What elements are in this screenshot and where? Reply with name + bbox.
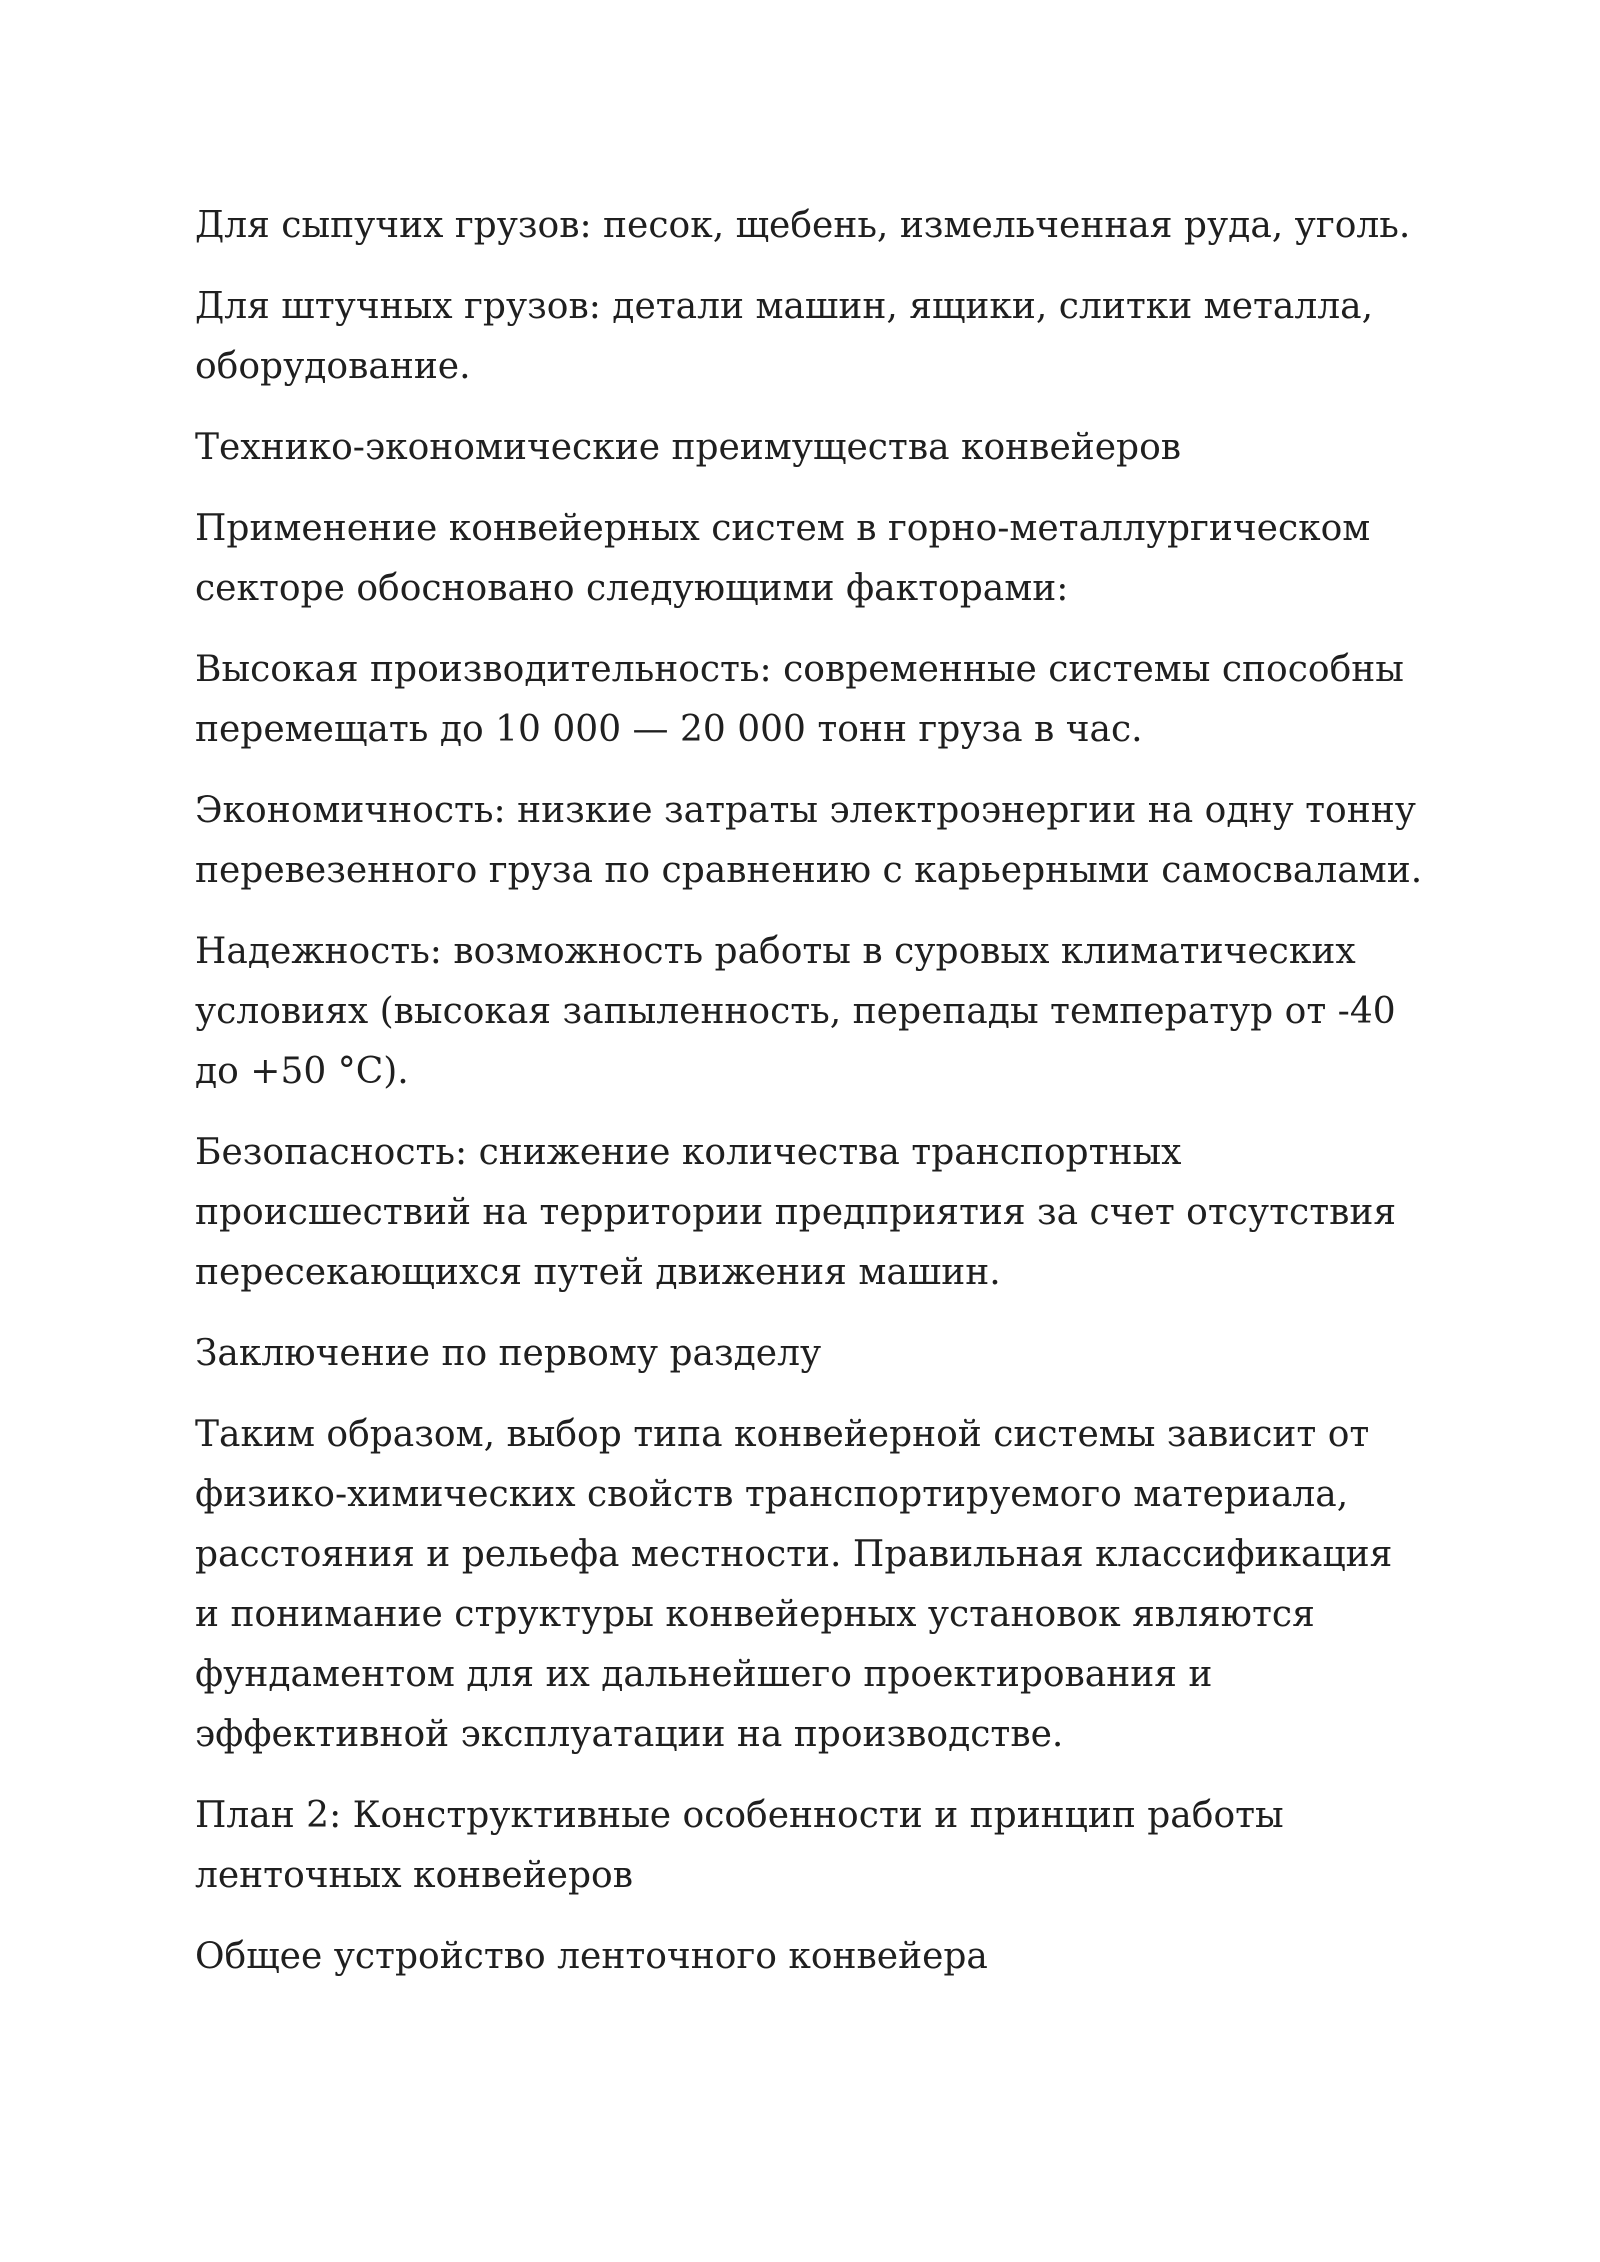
paragraph-conclusion: Таким образом, выбор типа конвейерной системы зависит от физико-химических свойств транспортируемого материала, расстояния и рельефа местности. Правильная классификация и понимание структуры конвейерных установок являются фундаментом для их дальнейшего проектирования и эффективной эксплуатации на производстве. bbox=[195, 1414, 1393, 1755]
paragraph-high-productivity: Высокая производительность: современные системы способны перемещать до 10 000 — 20 000 тонн груза в час. bbox=[195, 649, 1404, 750]
section-heading-conclusion: Заключение по первому разделу bbox=[195, 1333, 822, 1374]
paragraph-piece-cargo: Для штучных грузов: детали машин, ящики, слитки металла, оборудование. bbox=[195, 286, 1374, 387]
document-body bbox=[195, 196, 1425, 2008]
section-heading-plan-2: План 2: Конструктивные особенности и принцип работы ленточных конвейеров bbox=[195, 1795, 1284, 1896]
section-heading-general-design: Общее устройство ленточного конвейера bbox=[195, 1936, 988, 1977]
paragraph-application-intro: Применение конвейерных систем в горно-металлургическом секторе обосновано следующими факторами: bbox=[195, 508, 1371, 609]
paragraph-bulk-cargo: Для сыпучих грузов: песок, щебень, измельченная руда, уголь. bbox=[195, 205, 1411, 246]
paragraph-safety: Безопасность: снижение количества транспортных происшествий на территории предприятия за счет отсутствия пересекающихся путей движения машин. bbox=[195, 1132, 1397, 1293]
paragraph-economy: Экономичность: низкие затраты электроэнергии на одну тонну перевезенного груза по сравнению с карьерными самосвалами. bbox=[195, 790, 1423, 891]
section-heading-advantages: Технико-экономические преимущества конвейеров bbox=[195, 427, 1182, 468]
paragraph-reliability: Надежность: возможность работы в суровых климатических условиях (высокая запыленность, перепады температур от -40 до +50 °C). bbox=[195, 931, 1396, 1092]
